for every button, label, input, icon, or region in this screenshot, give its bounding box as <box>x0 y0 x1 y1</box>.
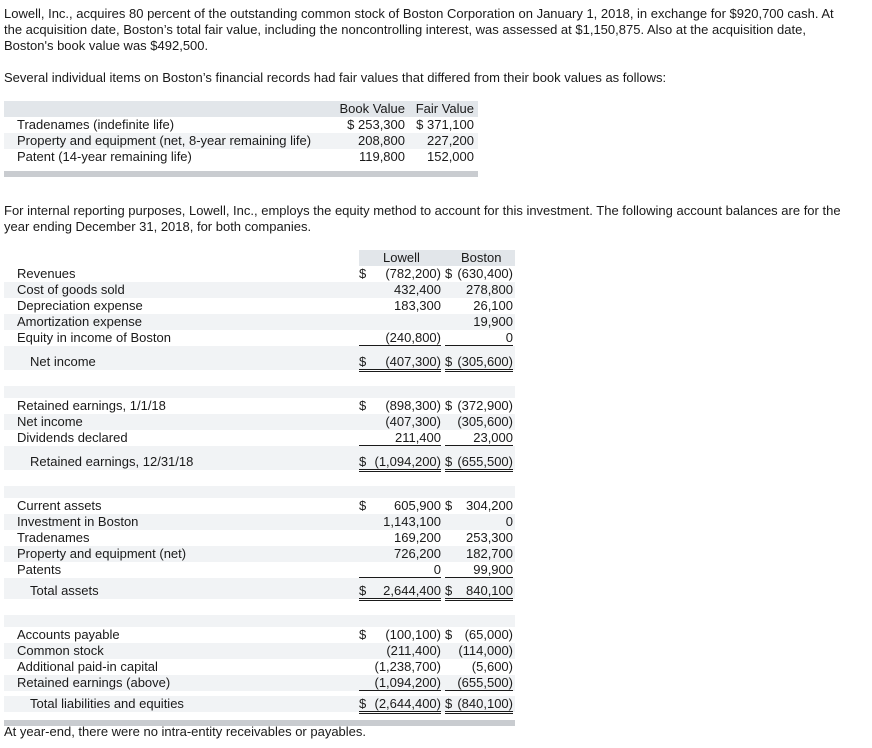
account-balances-table <box>4 250 515 726</box>
table-row: Tradenames 169,200 253,300 <box>17 530 513 545</box>
row-label: Common stock <box>17 643 104 658</box>
table-row <box>4 117 478 133</box>
lowell-cell: $ (1,094,200) <box>359 454 441 472</box>
table-row <box>4 149 478 165</box>
table-row <box>4 696 515 712</box>
table-row <box>4 583 515 599</box>
table-row <box>4 562 515 578</box>
fair-value-cell: $ 371,100 <box>416 117 474 132</box>
row-label: Tradenames <box>17 530 90 545</box>
book-value-cell: 119,800 <box>358 149 405 164</box>
row-label: Total liabilities and equities <box>30 696 184 711</box>
fair-value-cell: 152,000 <box>427 149 474 164</box>
account-header-row: Lowell Boston <box>4 250 515 266</box>
table-row: Additional paid-in capital (1,238,700) (5,600) <box>17 659 513 674</box>
boston-cell: $ (305,600) <box>445 354 513 372</box>
boston-cell: 0 <box>445 330 513 346</box>
row-label: Depreciation expense <box>17 298 143 313</box>
row-label: Amortization expense <box>17 314 143 329</box>
row-label: Retained earnings (above) <box>17 675 171 690</box>
boston-cell: 23,000 <box>445 430 513 446</box>
table-row: Depreciation expense 183,300 26,100 <box>17 298 513 313</box>
row-label: Current assets <box>17 498 102 513</box>
table-row <box>4 675 515 691</box>
fair-value-table <box>4 101 478 177</box>
table-row: Revenues $ (782,200) $ (630,400) <box>17 266 513 281</box>
row-label: Net income <box>30 354 96 369</box>
fair-value-header: Fair Value <box>415 101 474 116</box>
book-value-header: Book Value <box>339 101 405 116</box>
row-label: Property and equipment (net) <box>17 546 187 561</box>
table-row <box>4 133 478 149</box>
intro-paragraph-2: Several individual items on Boston’s financial records had fair values that differed from their book values as follows: <box>4 70 667 85</box>
table-row: Accounts payable $ (100,100) $ (65,000) <box>17 627 513 642</box>
row-label: Patent (14-year remaining life) <box>17 149 192 164</box>
row-label: Property and equipment (net, 8-year remaining life) <box>17 133 312 148</box>
row-label: Tradenames (indefinite life) <box>17 117 175 132</box>
book-value-cell: 208,800 <box>358 133 405 148</box>
table-row: Net income (407,300) (305,600) <box>4 414 515 430</box>
table-row: Current assets $ 605,900 $ 304,200 <box>17 498 513 513</box>
row-label: Equity in income of Boston <box>17 330 171 345</box>
row-label: Revenues <box>17 266 76 281</box>
table-bottom-bar <box>4 171 478 177</box>
table-row <box>4 354 515 370</box>
table-row: Retained earnings, 1/1/18 $ (898,300) $ (372,900) <box>17 398 513 413</box>
lowell-cell: $ 2,644,400 <box>359 583 441 601</box>
table-row: Investment in Boston 1,143,100 0 <box>4 514 515 530</box>
table-row <box>4 330 515 346</box>
boston-cell: $ 840,100 <box>445 583 513 601</box>
fair-value-cell: 227,200 <box>427 133 474 148</box>
boston-cell: 99,900 <box>445 562 513 578</box>
row-label: Dividends declared <box>17 430 128 445</box>
row-label: Total assets <box>30 583 99 598</box>
boston-cell: $ (655,500) <box>445 454 513 472</box>
lowell-cell: $ (2,644,400) <box>359 696 441 714</box>
lowell-cell: $ (407,300) <box>359 354 441 372</box>
row-label: Additional paid-in capital <box>17 659 158 674</box>
lowell-cell: 211,400 <box>359 430 441 446</box>
row-label: Investment in Boston <box>17 514 139 529</box>
fair-value-header-row <box>4 101 478 117</box>
row-label: Cost of goods sold <box>17 282 125 297</box>
lowell-cell: 0 <box>359 562 441 578</box>
book-value-cell: $ 253,300 <box>347 117 405 132</box>
intro-paragraph-1: Lowell, Inc., acquires 80 percent of the outstanding common stock of Boston Corporation on January 1, 2018, in exchange for $920,700 cash. At the acquisition date, Boston’s total fair value, including the noncontrolling interest, was assessed at $1,150,875. Also at the acquisition date, Boston's book value was $492,500. <box>4 6 834 53</box>
intro-paragraph-3: For internal reporting purposes, Lowell, Inc., employs the equity method to account for this investment. The following account balances are for the year ending December 31, 2018, for both companies. <box>4 203 841 234</box>
table-row: Common stock (211,400) (114,000) <box>4 643 515 659</box>
boston-cell: (655,500) <box>445 675 513 691</box>
table-row: Cost of goods sold 432,400 278,800 <box>4 282 515 298</box>
lowell-cell: (240,800) <box>359 330 441 346</box>
boston-cell: $ (840,100) <box>445 696 513 714</box>
table-row: Amortization expense 19,900 <box>4 314 515 330</box>
row-label: Net income <box>17 414 83 429</box>
table-row <box>4 454 515 470</box>
closing-paragraph: At year-end, there were no intra-entity receivables or payables. <box>4 724 367 739</box>
table-row <box>4 430 515 446</box>
table-row: Property and equipment (net) 726,200 182,700 <box>4 546 515 562</box>
row-label: Patents <box>17 562 62 577</box>
row-label: Retained earnings, 12/31/18 <box>30 454 194 469</box>
lowell-cell: (1,094,200) <box>359 675 441 691</box>
row-label: Accounts payable <box>17 627 120 642</box>
row-label: Retained earnings, 1/1/18 <box>17 398 166 413</box>
